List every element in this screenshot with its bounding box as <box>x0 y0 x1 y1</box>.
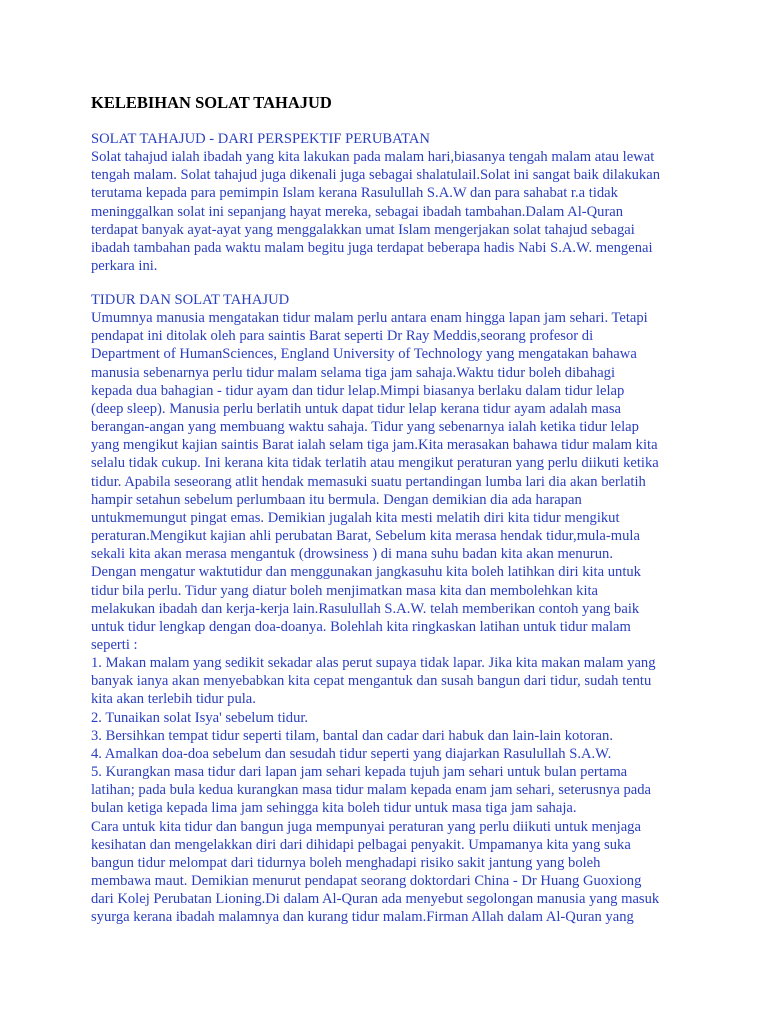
paragraph-line: dari Kolej Perubatan Lioning.Di dalam Al-Quran ada menyebut segolongan manusia yang masuk <box>91 891 660 908</box>
list-item-line: 3. Bersihkan tempat tidur seperti tilam, bantal dan cadar dari habuk dan lain-lain kotoran. <box>91 727 613 744</box>
paragraph-line: tidur bila perlu. Tidur yang diatur boleh menjimatkan masa kita dan membolehkan kita <box>91 582 599 599</box>
section-medical-perspective <box>91 130 691 275</box>
list-item-line: banyak ianya akan menyebabkan kita cepat mengantuk dan susah bangun dari tidur, sudah tentu <box>91 673 652 690</box>
list-item-line: latihan; pada bula kedua kurangkan masa tidur malam kepada enam jam sehari, seterusnya pada <box>91 782 652 799</box>
paragraph-line: untukmemungut pingat emas. Demikian jugalah kita mesti melatih diri kita tidur mengikut <box>91 509 620 526</box>
document-title: KELEBIHAN SOLAT TAHAJUD <box>91 93 332 112</box>
list-item-line: 1. Makan malam yang sedikit sekadar alas perut supaya tidak lapar. Jika kita makan malam yang <box>91 655 656 672</box>
section-sleep-and-tahajud <box>91 291 691 926</box>
list-item-line: 2. Tunaikan solat Isya' sebelum tidur. <box>91 709 309 726</box>
paragraph-line: hampir setahun sebelum perlumbaan itu bermula. Dengan demikian dia ada harapan <box>91 491 582 508</box>
paragraph-line: peraturan.Mengikut kajian ahli perubatan Barat, Sebelum kita merasa hendak tidur,mula-mula <box>91 528 640 545</box>
list-item-line: 4. Amalkan doa-doa sebelum dan sesudah tidur seperti yang diajarkan Rasulullah S.A.W. <box>91 745 612 762</box>
paragraph-line: manusia sebenarnya perlu tidur malam selama tiga jam sahaja.Waktu tidur boleh dibahagi <box>91 364 616 381</box>
paragraph-line: membawa maut. Demikian menurut pendapat seorang doktordari China - Dr Huang Guoxiong <box>91 873 642 889</box>
paragraph-line: berangan-angan yang membuang waktu sahaja. Tidur yang sebenarnya ialah ketika tidur lelap <box>91 419 639 436</box>
paragraph-line: tengah malam. Solat tahajud juga dikenali juga sebagai shalatulail.Solat ini sangat baik dilakukan <box>91 167 661 184</box>
paragraph-line: untuk tidur lengkap dengan doa-doanya. Bolehlah kita ringkaskan latihan untuk tidur malam <box>91 618 631 635</box>
paragraph-line: melakukan ibadah dan kerja-kerja lain.Rasulullah S.A.W. telah memberikan contoh yang baik <box>91 600 640 617</box>
paragraph-line: Department of HumanSciences, England University of Technology yang mengatakan bahawa <box>91 346 637 363</box>
paragraph-line: tidur. Apabila seseorang atlit hendak memasuki suatu pertandingan lumba lari dia akan berlatih <box>91 473 646 490</box>
paragraph-line: kesihatan dan mengelakkan diri dari dihidapi pelbagai penyakit. Umpamanya kita yang suka <box>91 836 631 853</box>
list-item-line: 5. Kurangkan masa tidur dari lapan jam sehari kepada tujuh jam sehari untuk bulan pertama <box>91 764 628 781</box>
list-item-line: bulan ketiga kepada lima jam sehingga kita boleh tidur untuk masa tiga jam sahaja. <box>91 800 577 817</box>
list-item-line: kita akan terlebih tidur pula. <box>91 691 256 708</box>
paragraph-line: ibadah tambahan pada waktu malam begitu juga terdapat beberapa hadis Nabi S.A.W. mengenai <box>91 239 653 256</box>
paragraph-line: (deep sleep). Manusia perlu berlatih untuk dapat tidur lelap kerana tidur ayam adalah masa <box>91 400 622 417</box>
paragraph-line: sekali kita akan merasa mengantuk (drowsiness ) di mana suhu badan kita akan menurun. <box>91 546 613 563</box>
paragraph-line: terutama kepada para pemimpin Islam kerana Rasulullah S.A.W dan para sahabat r.a tidak <box>91 185 618 202</box>
paragraph-line: perkara ini. <box>91 258 158 275</box>
paragraph-line: syurga kerana ibadah malamnya dan kurang tidur malam.Firman Allah dalam Al-Quran yang <box>91 909 634 926</box>
paragraph-line: Umumnya manusia mengatakan tidur malam perlu antara enam hingga lapan jam sehari. Tetapi <box>91 310 648 327</box>
paragraph-line: Solat tahajud ialah ibadah yang kita lakukan pada malam hari,biasanya tengah malam atau lewat <box>91 149 655 166</box>
paragraph-line: selalu tidak cukup. Ini kerana kita tidak terlatih atau mengikut peraturan yang perlu diikuti ketika <box>91 455 659 472</box>
section-heading: SOLAT TAHAJUD - DARI PERSPEKTIF PERUBATAN <box>91 131 430 147</box>
paragraph-line: terdapat banyak ayat-ayat yang menggalakkan umat Islam mengerjakan solat tahajud sebagai <box>91 221 635 238</box>
paragraph-line: pendapat ini ditolak oleh para saintis Barat seperti Dr Ray Meddis,seorang profesor di <box>91 328 594 345</box>
paragraph-line: bangun tidur melompat dari tidurnya boleh menghadapi risiko sakit jantung yang boleh <box>91 854 601 871</box>
section-heading: TIDUR DAN SOLAT TAHAJUD <box>91 292 290 308</box>
paragraph-line: seperti : <box>91 636 138 653</box>
paragraph-line: kepada dua bahagian - tidur ayam dan tidur lelap.Mimpi biasanya berlaku dalam tidur lelap <box>91 382 625 399</box>
paragraph-line: Dengan mengatur waktutidur dan menggunakan jangkasuhu kita boleh latihkan diri kita untuk <box>91 564 641 581</box>
paragraph-line: Cara untuk kita tidur dan bangun juga mempunyai peraturan yang perlu diikuti untuk menjaga <box>91 818 641 835</box>
paragraph-line: meninggalkan solat ini sepanjang hayat mereka, sebagai ibadah tambahan.Dalam Al-Quran <box>91 203 624 220</box>
paragraph-line: yang mengikut kajian saintis Barat ialah selam tiga jam.Kita merasakan bahawa tidur malam kita <box>91 437 658 454</box>
